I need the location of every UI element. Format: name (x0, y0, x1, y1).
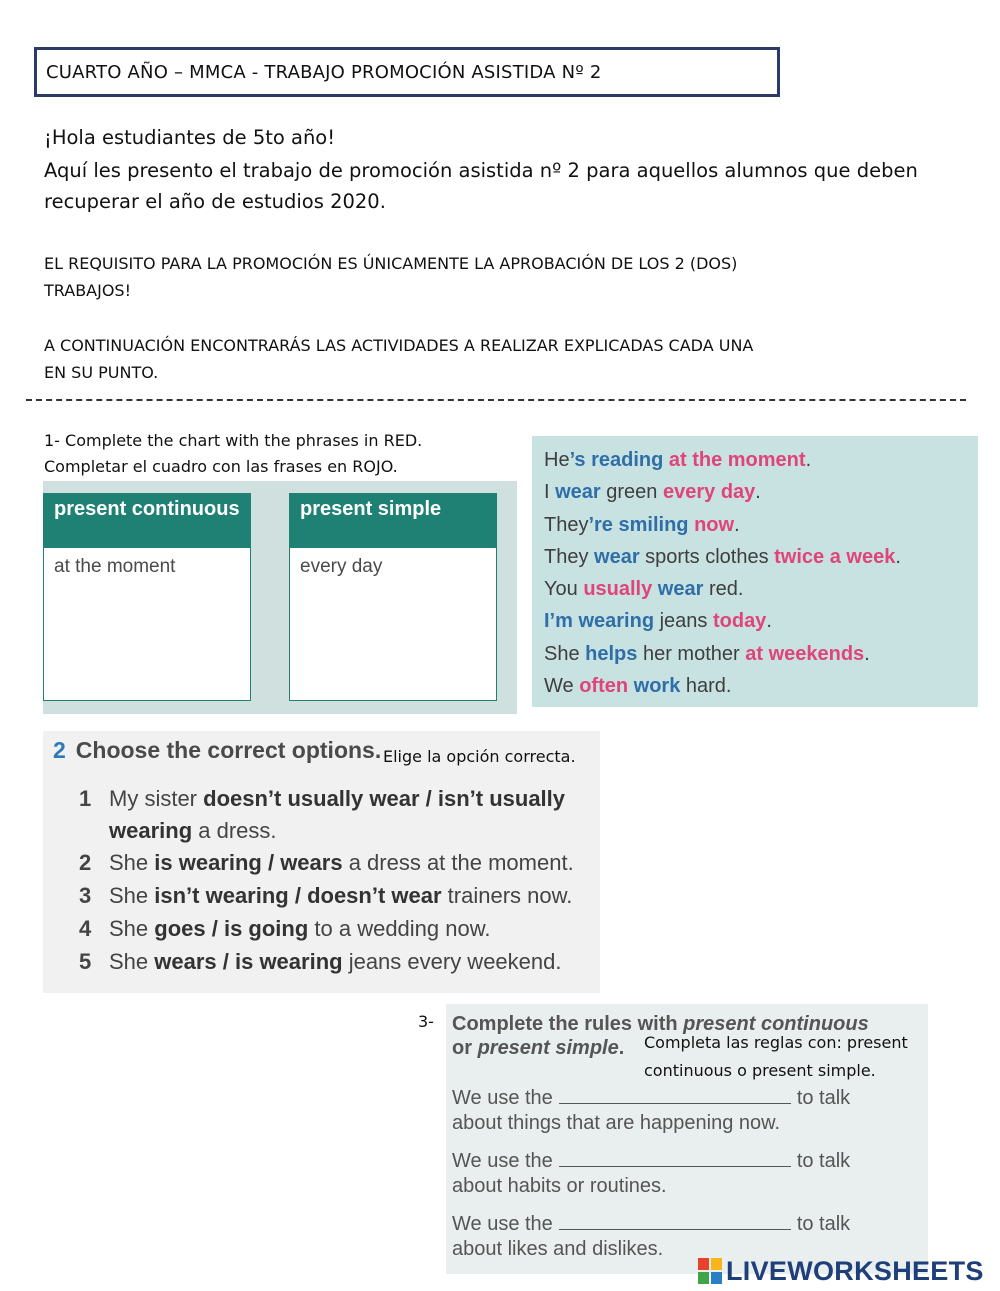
sentence-text: She (544, 642, 586, 665)
worksheet-title-box (34, 47, 780, 97)
exercise2-title (53, 737, 381, 764)
exercise2-options[interactable]: doesn’t usually wear / isn’t usually (203, 786, 566, 811)
red-phrase: twice a week (774, 545, 896, 568)
example-sentence (544, 541, 966, 573)
worksheet-title: CUARTO AÑO – MMCA - TRABAJO PROMOCIÓN ASISTIDA Nº 2 (46, 61, 602, 83)
liveworksheets-logo (698, 1256, 984, 1286)
exercise2-item-text: a dress. (192, 818, 277, 843)
exercise2-item (79, 913, 491, 945)
sentence-text: jeans (654, 610, 713, 633)
red-phrase: usually (583, 578, 653, 601)
sentence-text: You (544, 578, 584, 601)
exercise2-item-number: 4 (79, 916, 92, 941)
exercise3-rule (452, 1149, 922, 1199)
activities-line-2: EN SU PUNTO. (44, 363, 159, 382)
rule-text: about habits or routines. (452, 1175, 667, 1197)
exercise1-instruction-en: 1- Complete the chart with the phrases in RED. (44, 431, 423, 450)
tense-chart (43, 481, 517, 714)
verb-phrase: ’s reading (569, 449, 664, 471)
verb-phrase: wear (555, 481, 601, 504)
exercise2-item-text: My sister (109, 786, 204, 811)
exercise3-title-e: . (618, 1037, 625, 1059)
rule-text: to talk (796, 1213, 851, 1235)
exercise2-item-text: to a wedding now. (308, 916, 491, 941)
exercise2-item (83, 815, 277, 847)
chart-header-present-simple: present simple (290, 494, 496, 548)
exercise2-number: 2 (53, 737, 66, 763)
exercise3-translation-line-1: Completa las reglas con: present (644, 1033, 908, 1052)
exercise2-item (79, 847, 574, 879)
exercise1-instruction-es: Completar el cuadro con las frases en ROJO. (44, 457, 398, 476)
sentence-text: green (600, 481, 663, 504)
requirement-line-2: TRABAJOS! (44, 281, 131, 300)
requirement-line-1: EL REQUISITO PARA LA PROMOCIÓN ES ÚNICAMENTE LA APROBACIÓN DE LOS 2 (DOS) (44, 254, 738, 273)
exercise3-translation-line-2: continuous o present simple. (644, 1061, 876, 1080)
exercise2-item-number: 3 (79, 883, 92, 908)
rule-blank-field[interactable] (559, 1087, 791, 1104)
sentence-text: . (755, 481, 761, 504)
sentence-text: They (544, 545, 595, 568)
rule-text: to talk (796, 1150, 851, 1172)
exercise3-title-b: present continuous (683, 1013, 869, 1035)
activities-line-1: A CONTINUACIÓN ENCONTRARÁS LAS ACTIVIDADES A REALIZAR EXPLICADAS CADA UNA (44, 336, 754, 355)
activities-notice (44, 332, 964, 386)
rule-text: We use the (452, 1213, 553, 1235)
sentence-text: They (544, 513, 589, 536)
exercise2-item-text: She (109, 850, 155, 875)
example-sentence (544, 509, 966, 541)
dashed-divider (26, 399, 966, 401)
chart-cell-present-continuous[interactable]: at the moment (54, 556, 176, 577)
sentence-text: . (864, 642, 870, 665)
exercise2-item-text: She (109, 883, 155, 908)
example-sentence (544, 605, 966, 637)
chart-column-present-continuous (43, 493, 251, 701)
sentence-text: . (895, 545, 901, 568)
exercise2-item-text: She (109, 949, 155, 974)
exercise2-options[interactable]: is wearing / wears (154, 850, 343, 875)
exercise2-item-number: 2 (79, 850, 92, 875)
exercise2-title-text: Choose the correct options. (75, 737, 382, 763)
sentence-text: . (734, 513, 740, 536)
sentence-text: sports clothes (639, 545, 775, 568)
exercise3-title-a: Complete the rules with (452, 1013, 684, 1035)
exercise3-rule (452, 1212, 922, 1262)
exercise2-options[interactable]: wearing (109, 818, 193, 843)
exercise2-item (79, 880, 573, 912)
exercise3-rule (452, 1086, 922, 1136)
example-sentence (544, 476, 966, 508)
red-phrase: today (712, 610, 767, 633)
exercise3-translation (644, 1029, 944, 1085)
liveworksheets-logo-text: LIVEWORKSHEETS (726, 1255, 984, 1286)
example-sentence (544, 670, 966, 702)
sentence-text: He (544, 449, 570, 471)
exercise2-options[interactable]: wears / is wearing (154, 949, 343, 974)
exercise2-item-text: jeans every weekend. (342, 949, 562, 974)
intro-greeting: ¡Hola estudiantes de 5to año! (44, 126, 336, 149)
rule-blank-field[interactable] (559, 1150, 791, 1167)
exercise2-item (79, 946, 562, 978)
sentence-text: red. (703, 578, 744, 601)
red-phrase: at the moment (668, 449, 806, 471)
chart-header-present-continuous: present continuous (44, 494, 250, 548)
rule-text: We use the (452, 1087, 553, 1109)
red-phrase: now (694, 513, 735, 536)
example-sentence (544, 638, 966, 670)
rule-text: about things that are happening now. (452, 1112, 781, 1134)
exercise2-item-number: 5 (79, 949, 92, 974)
rule-text: to talk (796, 1087, 851, 1109)
exercise2-item-text: trainers now. (441, 883, 573, 908)
example-sentence (544, 444, 966, 476)
sentence-text: . (766, 610, 772, 633)
intro-line-2: recuperar el año de estudios 2020. (44, 190, 386, 213)
requirement-notice (44, 250, 964, 304)
rule-blank-field[interactable] (559, 1213, 791, 1230)
exercise3-number: 3- (418, 1012, 434, 1031)
exercise2-item-text: She (109, 916, 155, 941)
sentence-text: hard. (680, 675, 732, 698)
verb-phrase: work (633, 675, 681, 698)
rule-text: about likes and dislikes. (452, 1238, 664, 1260)
example-sentences-panel (532, 436, 978, 707)
sentence-text: We (544, 675, 580, 698)
red-phrase: every day (662, 481, 756, 504)
chart-cell-present-simple[interactable]: every day (300, 556, 383, 577)
sentence-text: I (544, 481, 556, 504)
red-phrase: often (579, 675, 629, 698)
exercise2-translation: Elige la opción correcta. (383, 747, 576, 766)
exercise2-options[interactable]: goes / is going (154, 916, 309, 941)
red-phrase: at weekends (745, 642, 865, 665)
rule-text: We use the (452, 1150, 553, 1172)
verb-phrase: wear (594, 545, 640, 568)
verb-phrase: I’m wearing (544, 610, 655, 633)
exercise3-title-d: present simple (477, 1037, 619, 1059)
intro-line-1: Aquí les presento el trabajo de promoción asistida nº 2 para aquellos alumnos que deben (44, 159, 918, 182)
verb-phrase: wear (657, 578, 704, 601)
verb-phrase: ’re smiling (588, 513, 689, 536)
liveworksheets-mark-icon (698, 1258, 722, 1284)
exercise2-panel (43, 731, 600, 993)
example-sentence (544, 573, 966, 605)
sentence-text: . (805, 449, 812, 471)
sentence-text: her mother (637, 642, 746, 665)
exercise2-options[interactable]: isn’t wearing / doesn’t wear (154, 883, 442, 908)
exercise1-instructions (44, 428, 422, 480)
exercise2-item-number: 1 (79, 786, 92, 811)
exercise2-item-text: a dress at the moment. (342, 850, 574, 875)
chart-column-present-simple (289, 493, 497, 701)
verb-phrase: helps (585, 642, 638, 665)
exercise2-item (79, 783, 566, 815)
exercise3-title-c: or (452, 1037, 478, 1059)
